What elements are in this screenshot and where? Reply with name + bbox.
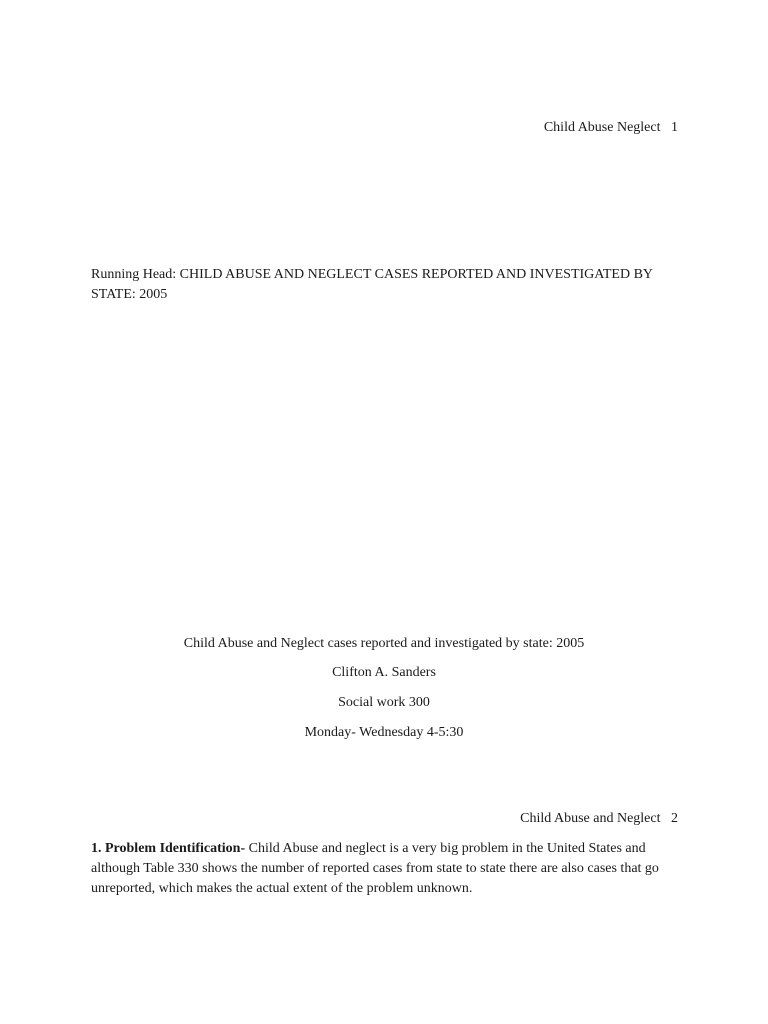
page-header-1: Child Abuse Neglect 1 (543, 120, 678, 135)
problem-identification-paragraph (91, 839, 681, 899)
paper-title: Child Abuse and Neglect cases reported and investigated by state: 2005 (183, 636, 585, 651)
running-head: Running Head: CHILD ABUSE AND NEGLECT CASES REPORTED AND INVESTIGATED BY STATE: 2005 (91, 267, 653, 302)
section-text: Child Abuse and neglect is a very big problem in the United States and although Table 330 shows the number of reported cases from state to state there are also cases that go unreported, which makes the actual extent of the problem unknown. (91, 841, 659, 896)
author-name: Clifton A. Sanders (332, 665, 436, 680)
section-heading: 1. Problem Identification- (91, 841, 246, 856)
class-schedule: Monday- Wednesday 4-5:30 (304, 725, 464, 740)
page-header-2: Child Abuse and Neglect 2 (520, 811, 678, 826)
course-name: Social work 300 (338, 695, 430, 710)
